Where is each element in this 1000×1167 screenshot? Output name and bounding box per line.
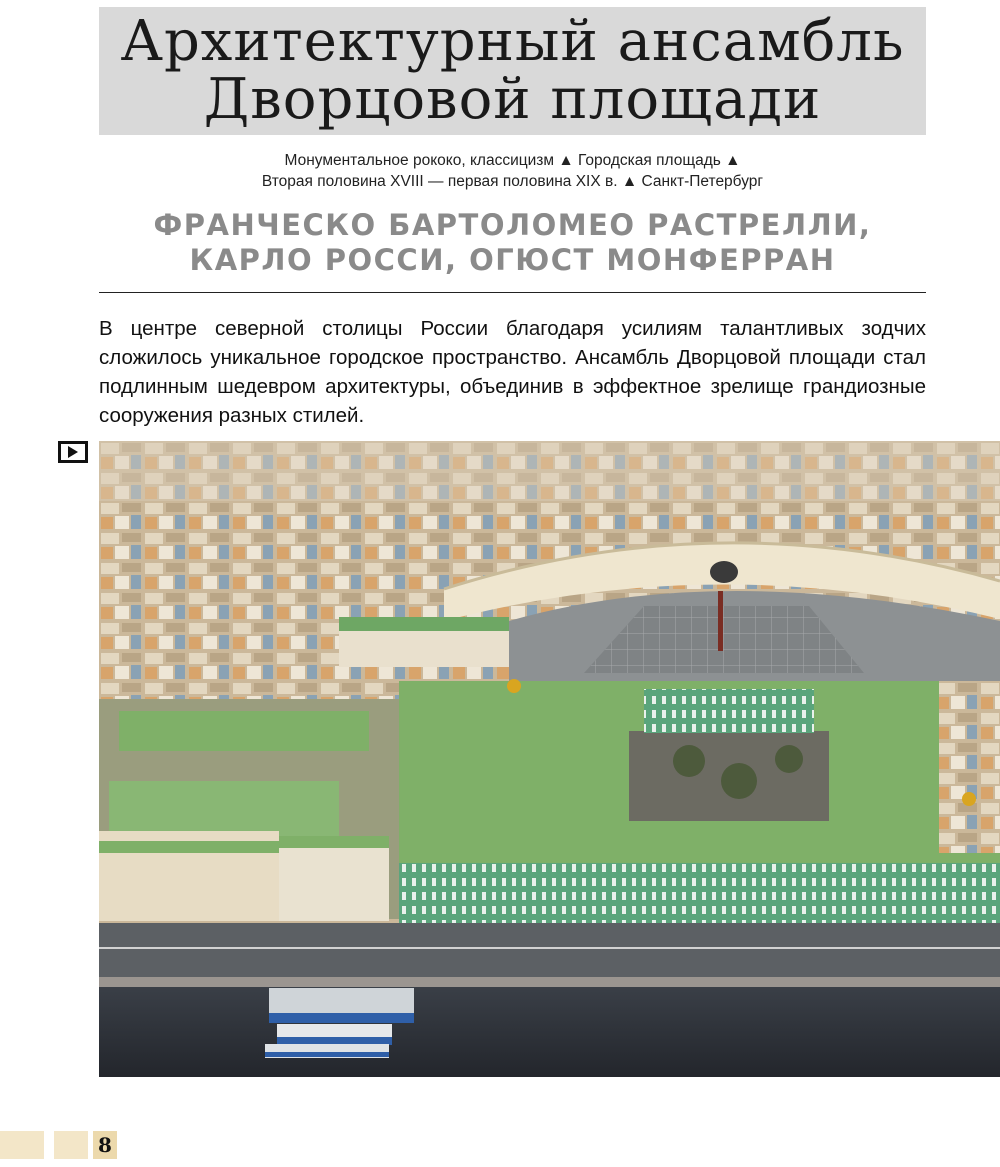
style-meta bbox=[99, 150, 926, 192]
architects-heading bbox=[99, 208, 926, 278]
architects-line-2: КАРЛО РОССИ, ОГЮСТ МОНФЕРРАН bbox=[189, 243, 836, 277]
architects-line-1: ФРАНЧЕСКО БАРТОЛОМЕО РАСТРЕЛЛИ, bbox=[153, 208, 872, 242]
divider bbox=[99, 292, 926, 293]
aerial-photo bbox=[99, 441, 1000, 1077]
page-title-line-2: Дворцовой площади bbox=[203, 67, 822, 132]
intro-paragraph: В центре северной столицы России благодаря усилиям талантливых зодчих сложилось уникальное городское пространство. Ансамбль Дворцовой площади стал подлинным шедевром архитектуры, объединив в эффектное зрелище грандиозные сооружения разных стилей. bbox=[99, 317, 926, 427]
meta-line-1: Монументальное рококо, классицизм ▲ Городская площадь ▲ bbox=[284, 152, 741, 169]
page-tab-left bbox=[0, 1131, 44, 1159]
page-tab-middle bbox=[54, 1131, 88, 1159]
play-button[interactable] bbox=[58, 441, 88, 463]
meta-line-2: Вторая половина XVIII — первая половина XIX в. ▲ Санкт-Петербург bbox=[261, 173, 764, 190]
title-banner bbox=[99, 7, 926, 135]
page-number: 8 bbox=[93, 1131, 117, 1159]
page-title-line-1: Архитектурный ансамбль bbox=[120, 9, 905, 74]
play-icon bbox=[61, 444, 85, 460]
